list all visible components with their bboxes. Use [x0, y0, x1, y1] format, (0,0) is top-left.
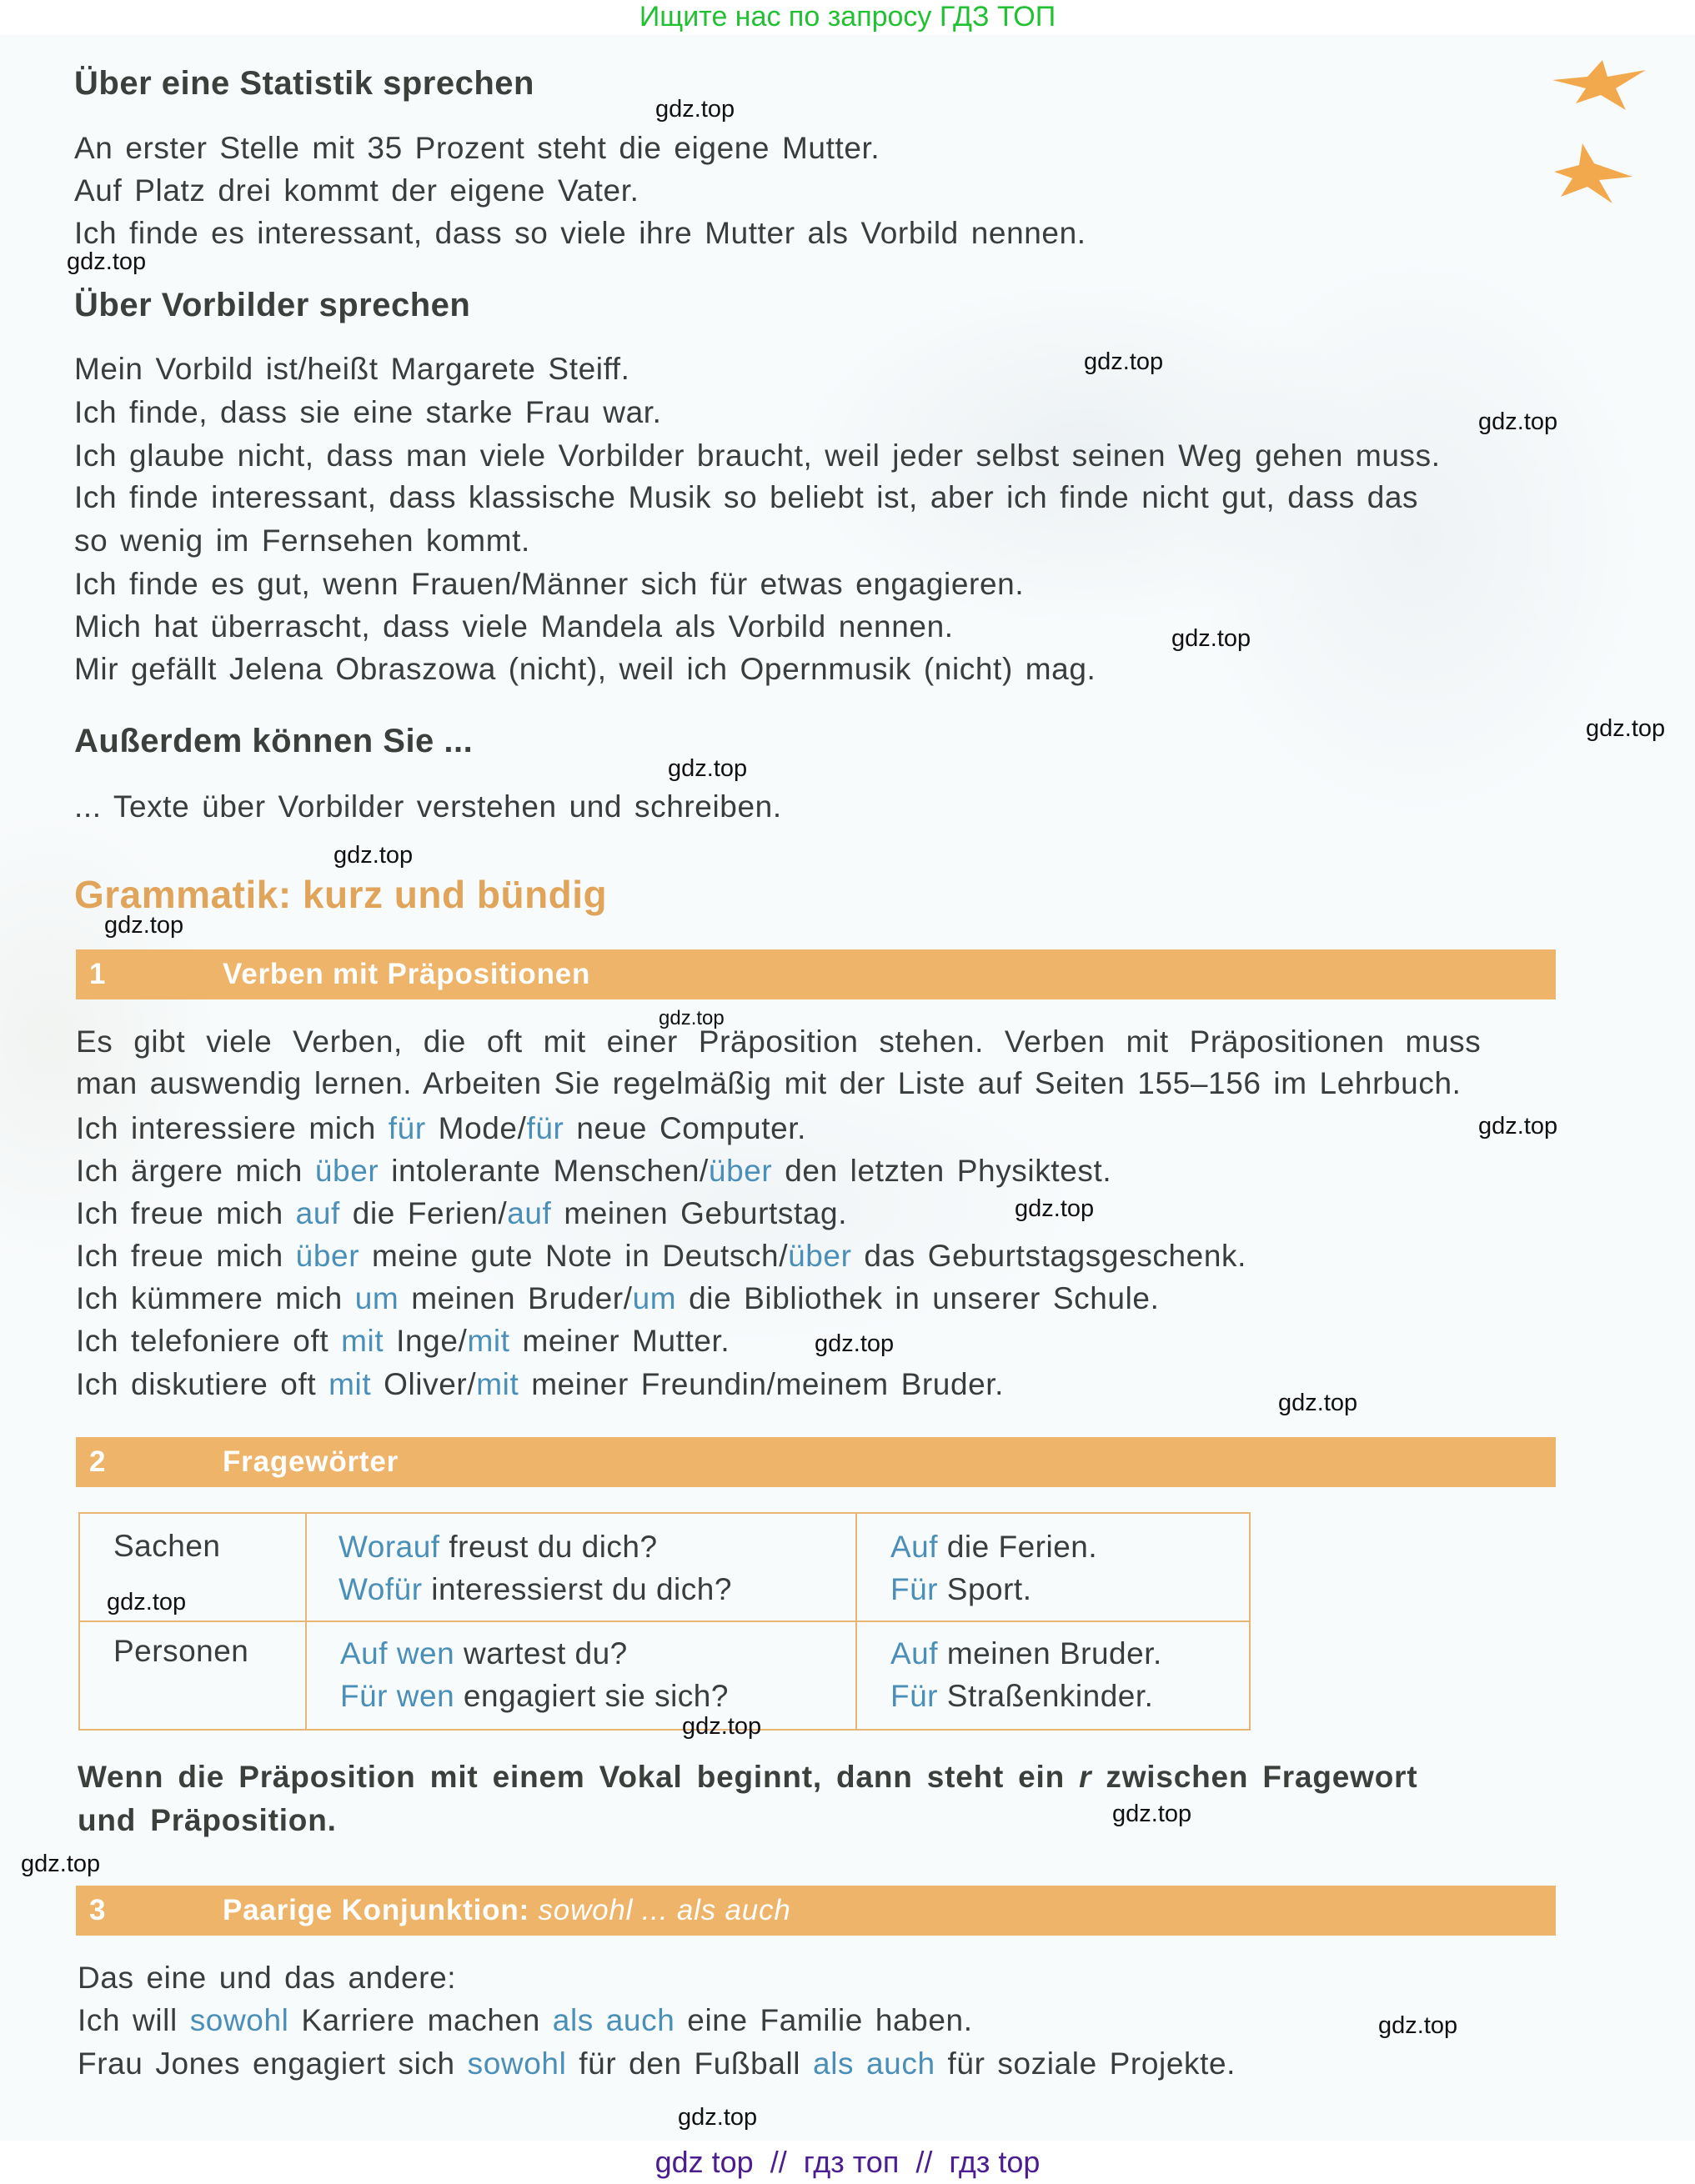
watermark: gdz.top: [67, 248, 147, 275]
preposition: über: [708, 1154, 773, 1188]
preposition: über: [788, 1239, 852, 1273]
preposition: um: [632, 1281, 677, 1315]
preposition: um: [354, 1281, 399, 1315]
watermark: gdz.top: [104, 912, 184, 939]
example-line: Ich freue mich über meine gute Note in Deutsch/über das Geburtstagsgeschenk.: [76, 1239, 1246, 1273]
watermark: gdz.top: [21, 1851, 101, 1877]
answer-preposition: Für: [890, 1572, 938, 1606]
preposition: auf: [295, 1196, 340, 1230]
text-line: man auswendig lernen. Arbeiten Sie regelmäßig mit der Liste auf Seiten 155–156 im Lehrbuch.: [76, 1066, 1462, 1100]
watermark: gdz.top: [1171, 625, 1251, 652]
example-line: Ich ärgere mich über intolerante Menschen/über den letzten Physiktest.: [76, 1154, 1112, 1188]
example-line: Frau Jones engagiert sich sowohl für den Fußball als auch für soziale Projekte.: [78, 2046, 1236, 2081]
example-line: Ich telefoniere oft mit Inge/mit meiner Mutter.: [76, 1324, 730, 1358]
watermark: gdz.top: [815, 1330, 895, 1357]
text-line: Ich finde es gut, wenn Frauen/Männer sich für etwas engagieren.: [74, 567, 1025, 601]
text-line: Ich finde interessant, dass klassische Musik so beliebt ist, aber ich finde nicht gut, dass das: [74, 480, 1419, 514]
star-icon: [1554, 143, 1634, 203]
preposition: für: [526, 1111, 564, 1145]
preposition: über: [295, 1239, 360, 1273]
text-line: Auf Platz drei kommt der eigene Vater.: [74, 173, 639, 208]
answer-preposition: Auf: [890, 1530, 939, 1564]
conjunction: sowohl: [467, 2046, 567, 2081]
heading-statistik: Über eine Statistik sprechen: [74, 65, 534, 102]
section-bar-1: [76, 949, 1556, 999]
heading-vorbilder: Über Vorbilder sprechen: [74, 287, 471, 323]
conjunction: als auch: [552, 2003, 675, 2037]
text-line: An erster Stelle mit 35 Prozent steht die eigene Mutter.: [74, 131, 880, 165]
text-line: ... Texte über Vorbilder verstehen und schreiben.: [74, 789, 782, 824]
example-line: Ich interessiere mich für Mode/für neue Computer.: [76, 1111, 807, 1145]
rule-note: Wenn die Präposition mit einem Vokal beginnt, dann steht ein r zwischen Fragewort: [78, 1760, 1418, 1794]
preposition: für: [388, 1111, 426, 1145]
preposition: auf: [507, 1196, 552, 1230]
text-line: Mir gefällt Jelena Obraszowa (nicht), weil ich Opernmusik (nicht) mag.: [74, 652, 1096, 686]
example-line: Ich will sowohl Karriere machen als auch eine Familie haben.: [78, 2003, 973, 2037]
preposition: mit: [476, 1367, 519, 1401]
preposition: über: [314, 1154, 379, 1188]
star-icon: [1552, 60, 1646, 110]
preposition: mit: [341, 1324, 384, 1358]
watermark: gdz.top: [1478, 408, 1558, 435]
text-line: Mein Vorbild ist/heißt Margarete Steiff.: [74, 352, 630, 386]
table-cell-category: Sachen: [79, 1513, 306, 1621]
example-line: Ich diskutiere oft mit Oliver/mit meiner Freundin/meinem Bruder.: [76, 1367, 1005, 1401]
watermark: gdz.top: [1378, 2012, 1458, 2039]
section-bar-2: [76, 1437, 1556, 1487]
watermark: gdz.top: [668, 755, 748, 782]
watermark: gdz.top: [1586, 715, 1666, 742]
text-line: Ich finde es interessant, dass so viele ihre Mutter als Vorbild nennen.: [74, 216, 1086, 250]
answer-preposition: Für: [890, 1679, 938, 1713]
watermark: gdz.top: [1278, 1390, 1358, 1416]
preposition: mit: [328, 1367, 372, 1401]
question-word: Für wen: [340, 1679, 455, 1713]
text-line: Ich finde, dass sie eine starke Frau war.: [74, 395, 662, 429]
table-row: [79, 1621, 1250, 1730]
section-title: Verben mit Präpositionen: [223, 958, 591, 990]
watermark: gdz.top: [678, 2104, 758, 2131]
grammar-title: Grammatik: kurz und bündig: [74, 873, 608, 916]
answer-preposition: Auf: [890, 1636, 939, 1671]
watermark: gdz.top: [659, 1007, 725, 1029]
section-number: 1: [89, 958, 107, 990]
section-bar-3: [76, 1886, 1556, 1936]
example-line: Ich freue mich auf die Ferien/auf meinen Geburtstag.: [76, 1196, 848, 1230]
text-line: Das eine und das andere:: [78, 1961, 457, 1995]
text-line: Ich glaube nicht, dass man viele Vorbilder braucht, weil jeder selbst seinen Weg gehen muss.: [74, 438, 1441, 473]
bottom-banner: gdz top // гдз топ // гдз top: [0, 2141, 1695, 2184]
section-number: 2: [89, 1445, 107, 1478]
watermark: gdz.top: [107, 1589, 187, 1615]
table-cell-questions: Worauf freust du dich? Wofür interessierst du dich?: [306, 1513, 856, 1621]
example-line: Ich kümmere mich um meinen Bruder/um die Bibliothek in unserer Schule.: [76, 1281, 1160, 1315]
text-line: so wenig im Fernsehen kommt.: [74, 523, 530, 558]
table-cell-answers: Auf die Ferien. Für Sport.: [856, 1513, 1250, 1621]
question-word: Auf wen: [340, 1636, 455, 1671]
watermark: gdz.top: [682, 1713, 762, 1740]
table-cell-category: Personen: [79, 1621, 306, 1730]
question-word: Wofür: [338, 1572, 423, 1606]
watermark: gdz.top: [1084, 348, 1164, 375]
watermark: gdz.top: [655, 96, 735, 123]
watermark: gdz.top: [333, 842, 414, 869]
section-title: Paarige Konjunktion: sowohl ... als auch: [223, 1894, 791, 1926]
question-words-table: [78, 1512, 1251, 1731]
watermark: gdz.top: [1478, 1113, 1558, 1140]
watermark: gdz.top: [1112, 1801, 1192, 1827]
conjunction: als auch: [813, 2046, 935, 2081]
watermark: gdz.top: [1015, 1195, 1095, 1222]
table-cell-questions: Auf wen wartest du? Für wen engagiert sie sich?: [306, 1621, 856, 1730]
table-cell-answers: Auf meinen Bruder. Für Straßenkinder.: [856, 1621, 1250, 1730]
text-line: Es gibt viele Verben, die oft mit einer Präposition stehen. Verben mit Präpositionen muss: [76, 1024, 1482, 1059]
table-row: [79, 1513, 1250, 1621]
question-word: Worauf: [338, 1530, 440, 1564]
text-line: Mich hat überrascht, dass viele Mandela als Vorbild nennen.: [74, 609, 954, 644]
rule-note: und Präposition.: [78, 1803, 337, 1837]
section-number: 3: [89, 1894, 107, 1926]
heading-ausserdem: Außerdem können Sie ...: [74, 723, 474, 759]
section-title: Fragewörter: [223, 1445, 399, 1478]
preposition: mit: [467, 1324, 510, 1358]
top-search-banner: Ищите нас по запросу ГДЗ ТОП: [0, 0, 1695, 35]
conjunction: sowohl: [189, 2003, 289, 2037]
